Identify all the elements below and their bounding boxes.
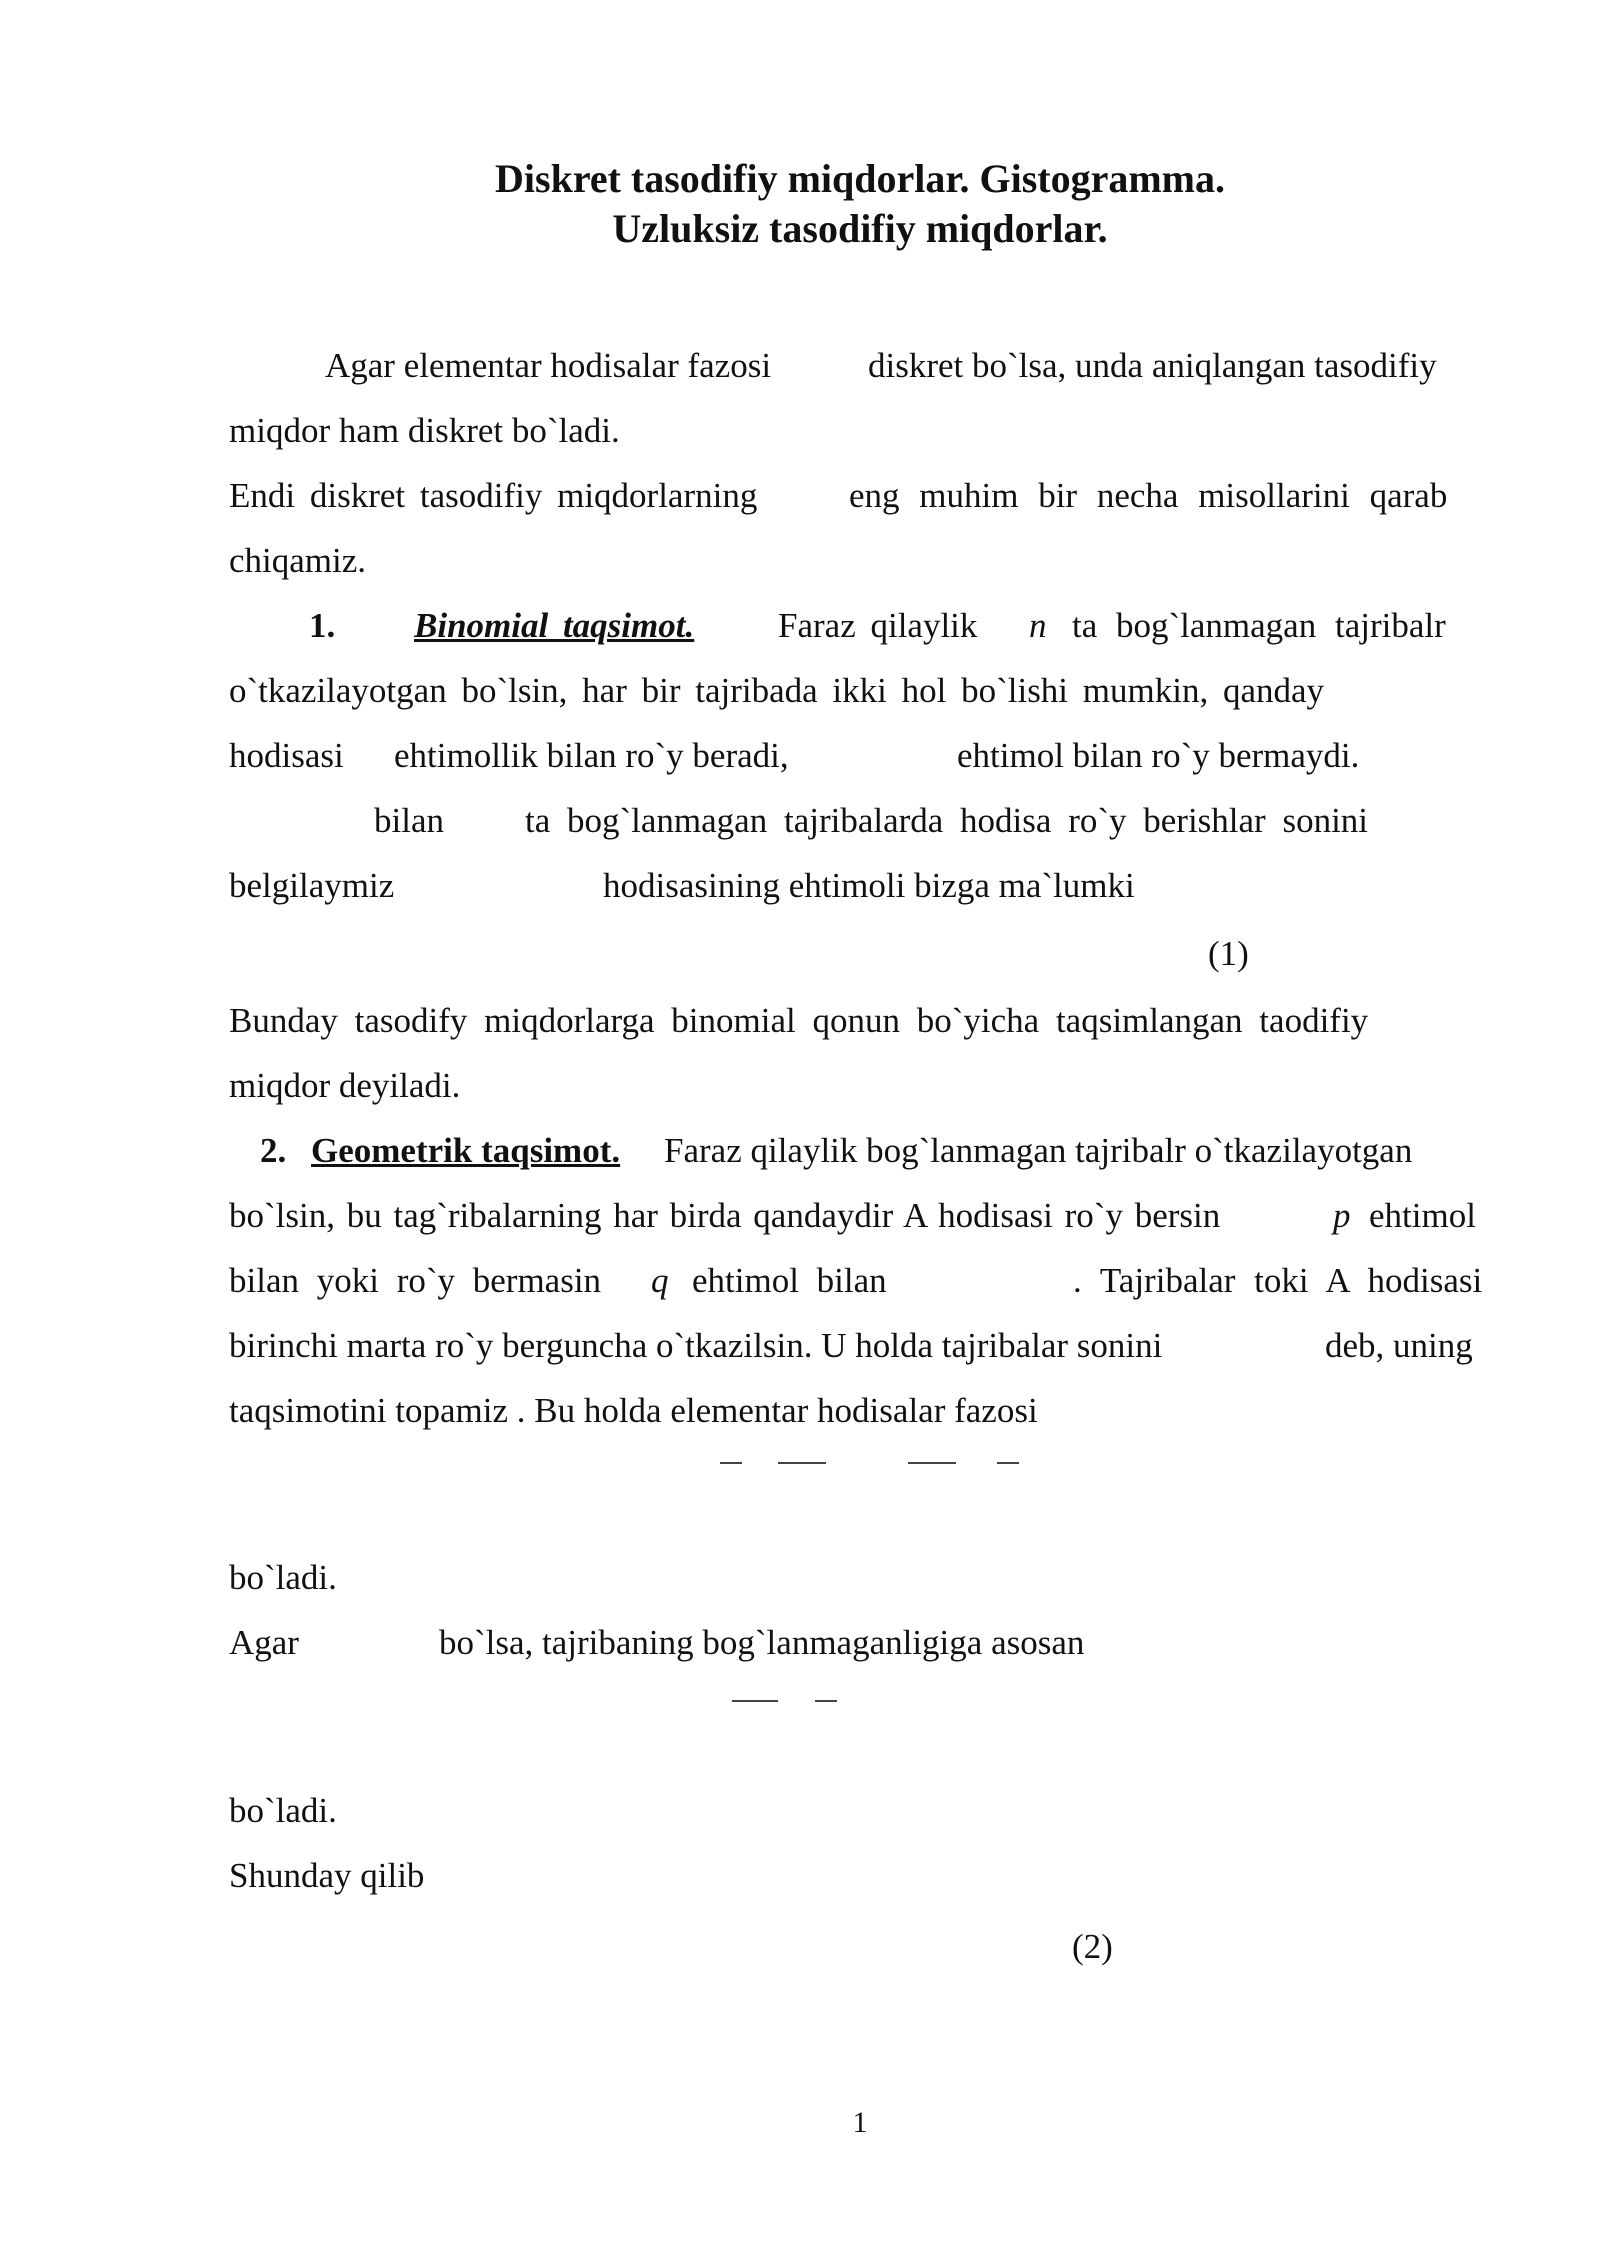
p2-text-b: eng muhim bir necha misollarini qarab — [849, 476, 1448, 515]
equation-fraction-bar — [720, 1462, 742, 1464]
section-2-boladi-1: bo`ladi. — [229, 1558, 337, 1597]
equation-fraction-bar — [732, 1700, 778, 1702]
page-number: 1 — [852, 2106, 868, 2139]
page-title-line-2: Uzluksiz tasodifiy miqdorlar. — [612, 206, 1108, 251]
p1-text-c: miqdor ham diskret bo`ladi. — [229, 411, 620, 450]
section-2-agar-b: bo`lsa, tajribaning bog`lanmaganligiga asosan — [439, 1623, 1085, 1662]
equation-number-2: (2) — [1072, 1927, 1113, 1966]
section-2-q: q — [651, 1261, 669, 1300]
section-2-line-4a: birinchi marta ro`y berguncha o`tkazilsin. U holda tajribalar sonini — [229, 1326, 1163, 1365]
section-1-line-3c: ehtimol bilan ro`y bermaydi. — [957, 736, 1360, 775]
equation-fraction-bar — [778, 1462, 826, 1464]
section-1-line-5b: hodisasining ehtimoli bizga ma`lumki — [603, 866, 1135, 905]
section-2-agar: Agar — [229, 1623, 299, 1662]
section-2-text-a: Faraz qilaylik bog`lanmagan tajribalr o`tkazilayotgan — [664, 1131, 1413, 1170]
p2-text-c: chiqamiz. — [229, 541, 367, 580]
equation-number-1: (1) — [1208, 934, 1249, 973]
section-2-p: p — [1333, 1196, 1351, 1235]
p2-text-a: Endi diskret tasodifiy miqdorlarning — [229, 476, 758, 515]
section-2-shunday: Shunday qilib — [229, 1856, 425, 1895]
section-1-n: n — [1029, 606, 1047, 645]
section-2-line-3c: . Tajribalar toki A hodisasi — [1073, 1261, 1483, 1300]
section-2-number: 2. — [260, 1131, 287, 1170]
section-2-line-2b: ehtimol — [1369, 1196, 1476, 1235]
section-2-line-2a: bo`lsin, bu tag`ribalarning har birda qandaydir A hodisasi ro`y bersin — [229, 1196, 1221, 1235]
section-1-text-a: Faraz qilaylik — [778, 606, 978, 645]
p1-text-b: diskret bo`lsa, unda aniqlangan tasodifiy — [868, 346, 1437, 385]
section-1-text-b: ta bog`lanmagan tajribalr — [1072, 606, 1446, 645]
equation-fraction-bar — [815, 1700, 837, 1702]
section-1-line-4b: ta bog`lanmagan tajribalarda hodisa ro`y berishlar sonini — [525, 801, 1369, 840]
equation-fraction-bar — [908, 1462, 956, 1464]
section-1-number: 1. — [309, 606, 336, 645]
section-1-line-3b: ehtimollik bilan ro`y beradi, — [394, 736, 789, 775]
section-1-line-7: miqdor deyiladi. — [229, 1066, 461, 1105]
section-2-boladi-2: bo`ladi. — [229, 1791, 337, 1830]
section-1-line-4a: bilan — [374, 801, 444, 840]
section-1-line-2: o`tkazilayotgan bo`lsin, har bir tajribada ikki hol bo`lishi mumkin, qanday — [229, 671, 1325, 710]
section-2-heading: Geometrik taqsimot. — [311, 1131, 621, 1170]
section-1-line-5a: belgilaymiz — [229, 866, 395, 905]
section-2-line-3b: ehtimol bilan — [692, 1261, 887, 1300]
section-2-line-4b: deb, uning — [1325, 1326, 1473, 1365]
equation-fraction-bar — [997, 1462, 1019, 1464]
section-2-line-3a: bilan yoki ro`y bermasin — [229, 1261, 602, 1300]
section-1-line-3a: hodisasi — [229, 736, 344, 775]
section-2-line-5: taqsimotini topamiz . Bu holda elementar hodisalar fazosi — [229, 1391, 1038, 1430]
page-title-line-1: Diskret tasodifiy miqdorlar. Gistogramma. — [495, 156, 1225, 201]
section-1-line-6: Bunday tasodify miqdorlarga binomial qonun bo`yicha taqsimlangan taodifiy — [229, 1001, 1369, 1040]
p1-text-a: Agar elementar hodisalar fazosi — [325, 346, 772, 385]
section-1-heading: Binomial taqsimot. — [414, 606, 695, 645]
